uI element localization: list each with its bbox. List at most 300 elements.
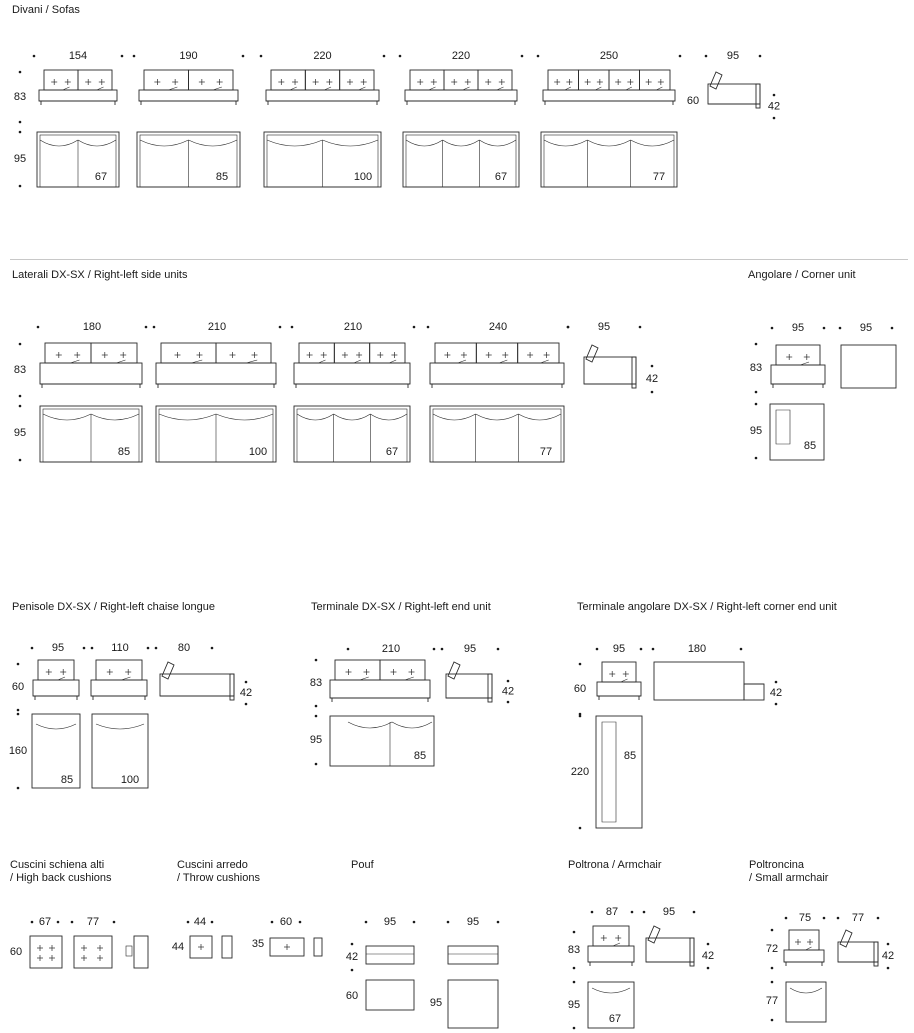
sofa-base	[91, 680, 147, 696]
dimension-dot	[17, 713, 20, 716]
dimension-dot	[823, 327, 826, 330]
dimension-dot	[693, 911, 696, 914]
cushion-crease	[318, 360, 325, 363]
seat-curve	[790, 988, 822, 993]
dimension-dot	[133, 55, 136, 58]
sofa-base	[33, 680, 79, 696]
seat-depth-label: 85	[215, 170, 229, 183]
profile-body	[708, 84, 760, 104]
seat-depth-label: 85	[623, 749, 637, 762]
height-label: 42	[501, 685, 515, 698]
profile-body	[160, 674, 234, 696]
section-title-corner-unit: Angolare / Corner unit	[748, 269, 856, 281]
cushion-crease	[800, 362, 809, 365]
dimension-dot	[573, 981, 576, 984]
width-label: 95	[51, 641, 65, 654]
seat-curve	[96, 724, 144, 729]
dimension-dot	[773, 94, 776, 97]
small-armchair-plan	[786, 982, 826, 1022]
profile-body	[838, 942, 878, 962]
back-cushion	[609, 70, 640, 90]
dimension-dot	[707, 967, 710, 970]
profile-body	[446, 674, 492, 698]
seat-curve	[189, 140, 238, 146]
back-cushion	[444, 70, 478, 90]
depth-label: 60	[345, 989, 359, 1002]
dimension-dot	[145, 326, 148, 329]
width-label: 154	[68, 49, 88, 62]
section-title-small-armchair-1: Poltroncina	[749, 859, 805, 871]
dimension-dot	[707, 943, 710, 946]
back-cushion	[144, 70, 189, 90]
dimension-dot	[579, 715, 582, 718]
cushion-crease	[360, 677, 369, 680]
seat-depth-label: 100	[120, 773, 140, 786]
dimension-dot	[413, 326, 416, 329]
seat-depth-label: 67	[494, 170, 508, 183]
dimension-dot	[837, 917, 840, 920]
dimension-dot	[19, 459, 22, 462]
width-label: 95	[597, 320, 611, 333]
back-cushion	[78, 70, 112, 90]
dimension-dot	[775, 703, 778, 706]
dimension-dot	[260, 55, 263, 58]
sofa-base	[543, 90, 675, 101]
corner-end-front	[654, 662, 744, 700]
width-label: 80	[177, 641, 191, 654]
sofa-base	[405, 90, 517, 101]
seat-curve	[267, 140, 323, 146]
dimension-dot	[579, 663, 582, 666]
back-cushion	[776, 345, 820, 365]
seat-curve	[216, 414, 273, 420]
height-label: 83	[309, 676, 323, 689]
seat-curve	[159, 414, 216, 420]
height-label: 72	[765, 942, 779, 955]
back-cushion	[380, 660, 425, 680]
dimension-dot	[383, 55, 386, 58]
dimension-dot	[271, 921, 274, 924]
dimension-dot	[887, 943, 890, 946]
dimension-dot	[579, 827, 582, 830]
back-cushion	[299, 343, 334, 363]
dimension-dot	[573, 1027, 576, 1030]
seat-depth-label: 67	[608, 1012, 622, 1025]
corner-side-view	[841, 345, 896, 388]
cushion-crease	[58, 677, 65, 680]
seat-curve	[140, 140, 189, 146]
dimension-dot	[351, 943, 354, 946]
seat-depth-label: 85	[803, 439, 817, 452]
high-back-cushion	[30, 936, 62, 968]
seat-curve	[78, 140, 116, 146]
dimension-dot	[573, 967, 576, 970]
dimension-dot	[771, 929, 774, 932]
height-label: 83	[749, 361, 763, 374]
height-label: 95	[567, 998, 581, 1011]
width-label: 95	[383, 915, 397, 928]
seat-curve	[518, 414, 561, 420]
dimension-dot	[351, 969, 354, 972]
width-label: 60	[279, 915, 293, 928]
dimension-dot	[279, 326, 282, 329]
height-label: 60	[9, 945, 23, 958]
seat-depth-label: 77	[652, 170, 666, 183]
dimension-dot	[771, 327, 774, 330]
profile-body	[584, 357, 636, 384]
dimension-dot	[315, 763, 318, 766]
dimension-dot	[651, 365, 654, 368]
cushion-profile	[134, 936, 148, 968]
height-label: 95	[13, 426, 27, 439]
sofa-base	[597, 682, 641, 696]
dimension-dot	[771, 967, 774, 970]
width-label: 95	[466, 915, 480, 928]
dimension-dot	[19, 405, 22, 408]
cushion-crease	[806, 947, 812, 950]
width-label: 220	[451, 49, 471, 62]
dimension-dot	[399, 55, 402, 58]
back-cushion	[335, 660, 380, 680]
dimension-dot	[83, 647, 86, 650]
height-label: 77	[765, 994, 779, 1007]
pouf-front	[366, 946, 414, 964]
dimension-dot	[773, 117, 776, 120]
seat-curve	[43, 414, 91, 420]
dimension-dot	[187, 921, 190, 924]
dimension-dot	[759, 55, 762, 58]
section-title-chaise: Penisole DX-SX / Right-left chaise longue	[12, 601, 215, 613]
seat-depth-label: 67	[385, 445, 399, 458]
back-cushion	[161, 343, 216, 363]
height-label: 160	[8, 744, 28, 757]
section-title-throw-2: / Throw cushions	[177, 872, 260, 884]
back-cushion	[435, 343, 476, 363]
dimension-dot	[211, 921, 214, 924]
seat-depth-label: 85	[60, 773, 74, 786]
seat-curve	[433, 414, 476, 420]
dimension-dot	[31, 921, 34, 924]
seat-curve	[479, 140, 516, 146]
dimension-dot	[147, 647, 150, 650]
seat-curve	[406, 140, 443, 146]
width-label: 77	[86, 915, 100, 928]
dimension-dot	[19, 121, 22, 124]
dimension-dot	[71, 921, 74, 924]
seat-curve	[544, 140, 587, 146]
back-cushion	[340, 70, 374, 90]
height-label: 42	[345, 950, 359, 963]
width-label: 190	[179, 49, 198, 62]
cushion-crease	[405, 677, 414, 680]
seat-curve	[476, 414, 519, 420]
seat-depth-label: 77	[539, 445, 553, 458]
cushion-crease	[613, 943, 620, 946]
seat-depth-label: 85	[413, 749, 427, 762]
dimension-dot	[651, 391, 654, 394]
dimension-dot	[755, 403, 758, 406]
dimension-dot	[823, 917, 826, 920]
dimension-dot	[91, 647, 94, 650]
seat-depth-label: 85	[117, 445, 131, 458]
profile-cushion	[710, 72, 722, 89]
dimension-dot	[153, 326, 156, 329]
dimension-dot	[652, 648, 655, 651]
profile-arm	[632, 357, 636, 388]
profile-cushion	[648, 926, 660, 943]
width-label: 87	[605, 905, 619, 918]
section-title-end-unit: Terminale DX-SX / Right-left end unit	[311, 601, 491, 613]
dimension-dot	[245, 703, 248, 706]
cushion-crease	[389, 360, 396, 363]
height-label: 60	[573, 682, 587, 695]
pouf-front	[448, 946, 498, 964]
seat-curve	[587, 140, 630, 146]
section-title-corner-end: Terminale angolare DX-SX / Right-left corner end unit	[577, 601, 837, 613]
height-label: 95	[13, 152, 27, 165]
dimension-dot	[245, 681, 248, 684]
back-cushion	[478, 70, 512, 90]
depth-label: 95	[429, 996, 443, 1009]
throw-cushion-profile	[222, 936, 232, 958]
sofa-base	[588, 946, 634, 962]
dimension-dot	[640, 648, 643, 651]
cushion-crease	[540, 360, 548, 363]
dimension-dot	[291, 326, 294, 329]
section-title-side-units: Laterali DX-SX / Right-left side units	[12, 269, 188, 281]
dimension-dot	[740, 648, 743, 651]
corner-end-step	[744, 684, 764, 700]
dimension-dot	[785, 917, 788, 920]
dimension-dot	[299, 921, 302, 924]
section-title-armchair: Poltrona / Armchair	[568, 859, 662, 871]
profile-cushion	[840, 930, 852, 947]
high-back-cushion	[74, 936, 112, 968]
cushion-crease	[116, 360, 125, 363]
sofa-base	[139, 90, 238, 101]
width-label: 95	[612, 642, 626, 655]
height-label: 35	[251, 937, 265, 950]
dimension-dot	[433, 648, 436, 651]
throw-cushion-profile	[314, 938, 322, 956]
seat-curve	[631, 140, 674, 146]
dimension-dot	[877, 917, 880, 920]
cushion-crease	[121, 677, 130, 680]
cushion-crease	[70, 360, 79, 363]
cushion-crease	[191, 360, 202, 363]
back-cushion	[216, 343, 271, 363]
back-cushion	[271, 70, 305, 90]
width-label: 110	[111, 641, 129, 654]
height-label: 42	[239, 686, 253, 699]
width-label: 95	[791, 321, 805, 334]
dimension-dot	[573, 931, 576, 934]
sofa-base	[430, 363, 564, 384]
dimension-dot	[17, 663, 20, 666]
dimension-dot	[705, 55, 708, 58]
width-label: 180	[82, 320, 102, 333]
height-label: 83	[13, 363, 27, 376]
width-label: 180	[687, 642, 707, 655]
sofa-base	[266, 90, 379, 101]
dimension-dot	[755, 343, 758, 346]
profile-cushion	[448, 662, 460, 679]
section-title-small-armchair-2: / Small armchair	[749, 872, 829, 884]
width-label: 95	[726, 49, 740, 62]
width-label: 250	[599, 49, 619, 62]
dimension-dot	[155, 647, 158, 650]
width-label: 77	[851, 911, 865, 924]
dimension-dot	[521, 55, 524, 58]
cushion-side	[126, 946, 132, 956]
cushion-crease	[458, 360, 466, 363]
cushion-crease	[621, 679, 628, 682]
cushion-crease	[354, 360, 361, 363]
width-label: 220	[313, 49, 332, 62]
dimension-dot	[19, 185, 22, 188]
pouf-plan-small	[366, 980, 414, 1010]
back-cushion	[548, 70, 579, 90]
seat-curve	[592, 988, 630, 993]
profile-cushion	[586, 345, 598, 362]
dimension-dot	[891, 327, 894, 330]
dimension-dot	[19, 71, 22, 74]
dimension-dot	[771, 1019, 774, 1022]
dimension-dot	[679, 55, 682, 58]
pouf-plan-large	[448, 980, 498, 1028]
back-cushion	[370, 343, 405, 363]
side-height-label: 60	[686, 94, 700, 107]
cushion-crease	[499, 360, 507, 363]
dimension-dot	[643, 911, 646, 914]
section-title-high-back-1: Cuscini schiena alti	[10, 859, 105, 871]
seat-curve	[91, 414, 139, 420]
dimension-dot	[771, 981, 774, 984]
dimension-dot	[447, 921, 450, 924]
height-label: 42	[645, 372, 659, 385]
profile-cushion	[162, 662, 174, 679]
section-title-throw-1: Cuscini arredo	[177, 859, 248, 871]
width-label: 44	[193, 915, 207, 928]
back-cushion	[38, 660, 74, 680]
height-label: 220	[570, 765, 590, 778]
back-cushion	[410, 70, 444, 90]
back-cushion	[189, 70, 234, 90]
back-cushion	[305, 70, 339, 90]
section-title-high-back-2: / High back cushions	[10, 872, 112, 884]
dimension-dot	[315, 705, 318, 708]
width-label: 95	[463, 642, 477, 655]
seat-curve	[297, 414, 334, 420]
dimension-dot	[441, 648, 444, 651]
dimension-dot	[639, 326, 642, 329]
height-label: 44	[171, 940, 185, 953]
height-label: 42	[701, 949, 715, 962]
corner-end-back	[602, 722, 616, 822]
dimension-dot	[591, 911, 594, 914]
width-label: 210	[207, 320, 227, 333]
dimension-dot	[19, 395, 22, 398]
width-label: 67	[38, 915, 52, 928]
sofa-base	[330, 680, 430, 698]
dimension-dot	[211, 647, 214, 650]
corner-back	[776, 410, 790, 444]
dimension-dot	[413, 921, 416, 924]
width-label: 95	[662, 905, 676, 918]
width-label: 210	[343, 320, 363, 333]
sofa-base	[294, 363, 410, 384]
dimension-dot	[567, 326, 570, 329]
dimension-dot	[17, 787, 20, 790]
dimension-dot	[365, 921, 368, 924]
dimension-dot	[427, 326, 430, 329]
width-label: 95	[859, 321, 873, 334]
dimension-dot	[631, 911, 634, 914]
height-label: 42	[769, 686, 783, 699]
back-cushion	[593, 926, 629, 946]
sofa-base	[784, 950, 824, 962]
dimension-dot	[839, 327, 842, 330]
seat-curve	[40, 140, 78, 146]
back-cushion	[579, 70, 610, 90]
back-cushion	[91, 343, 137, 363]
seat-depth-label: 67	[94, 170, 108, 183]
height-label: 95	[309, 733, 323, 746]
dimension-dot	[19, 131, 22, 134]
sofa-base	[156, 363, 276, 384]
dimension-dot	[17, 709, 20, 712]
sofa-base	[40, 363, 142, 384]
dimension-dot	[887, 967, 890, 970]
seat-curve	[323, 140, 379, 146]
seat-curve	[36, 724, 76, 729]
sofa-base	[771, 365, 825, 384]
back-cushion	[518, 343, 559, 363]
dimension-dot	[755, 457, 758, 460]
dimension-dot	[57, 921, 60, 924]
corner-end-plan	[596, 716, 642, 828]
height-label: 83	[13, 90, 27, 103]
back-cushion	[45, 343, 91, 363]
dimension-dot	[121, 55, 124, 58]
seat-curve	[370, 414, 407, 420]
height-label: 42	[881, 949, 895, 962]
width-label: 75	[798, 911, 812, 924]
width-label: 240	[488, 320, 508, 333]
dimension-dot	[315, 659, 318, 662]
back-cushion	[602, 662, 636, 682]
back-cushion	[476, 343, 517, 363]
seat-depth-label: 100	[248, 445, 268, 458]
profile-body	[646, 938, 694, 962]
height-label: 42	[767, 100, 781, 113]
dimension-dot	[19, 343, 22, 346]
dimension-dot	[507, 680, 510, 683]
dimension-dot	[242, 55, 245, 58]
dimension-dot	[33, 55, 36, 58]
cushion-crease	[246, 360, 257, 363]
section-title-sofas: Divani / Sofas	[12, 4, 80, 16]
back-cushion	[334, 343, 369, 363]
seat-curve	[443, 140, 480, 146]
back-cushion	[96, 660, 142, 680]
seat-curve	[334, 414, 371, 420]
dimension-dot	[537, 55, 540, 58]
dimension-dot	[775, 681, 778, 684]
dimension-dot	[315, 715, 318, 718]
back-cushion	[44, 70, 78, 90]
width-label: 210	[381, 642, 401, 655]
